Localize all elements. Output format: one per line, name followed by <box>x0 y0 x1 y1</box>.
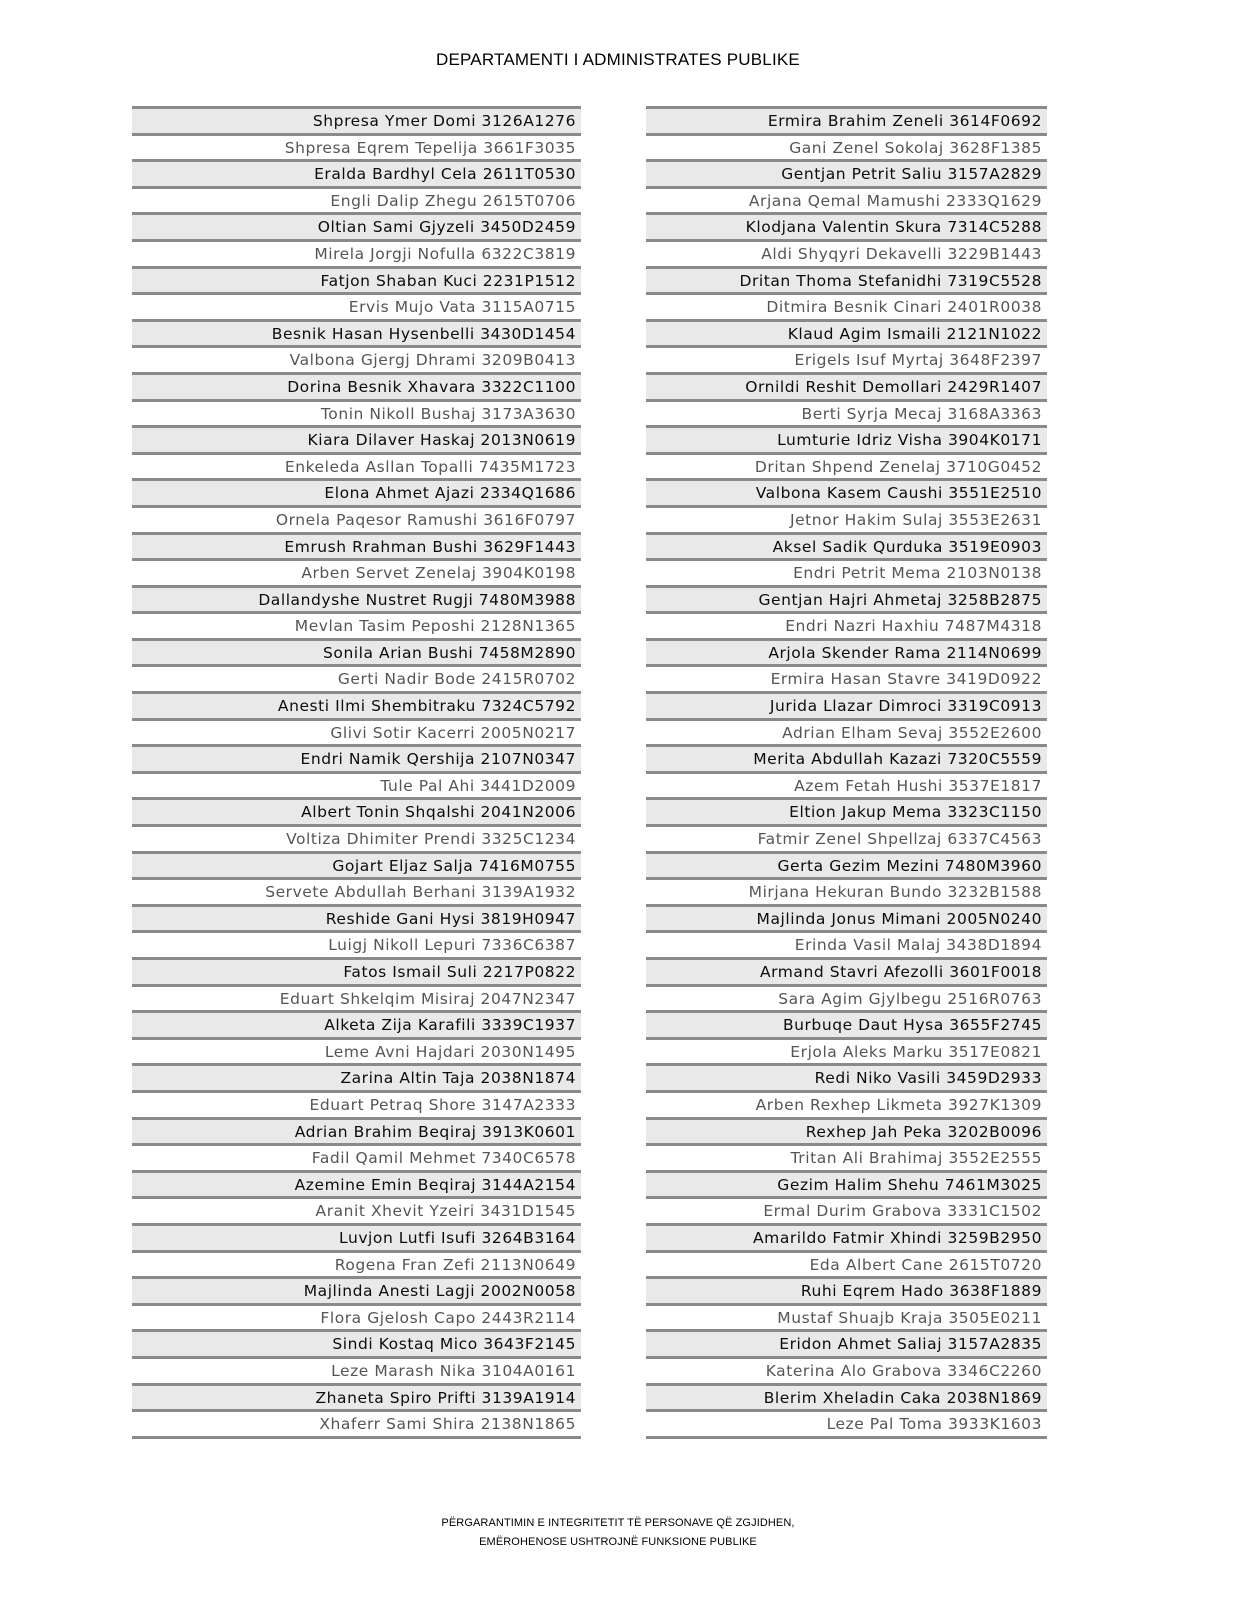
right-list-body <box>646 106 1047 1439</box>
list-item: Endri Namik Qershija 2107N0347 <box>132 747 581 774</box>
list-item: Tonin Nikoll Bushaj 3173A3630 <box>132 402 581 429</box>
list-item: Gentjan Hajri Ahmetaj 3258B2875 <box>646 588 1047 615</box>
list-item: Gezim Halim Shehu 7461M3025 <box>646 1173 1047 1200</box>
list-item: Shpresa Ymer Domi 3126A1276 <box>132 109 581 136</box>
list-item: Eduart Shkelqim Misiraj 2047N2347 <box>132 987 581 1014</box>
list-item: Arben Servet Zenelaj 3904K0198 <box>132 561 581 588</box>
list-item: Anesti Ilmi Shembitraku 7324C5792 <box>132 694 581 721</box>
list-item: Sindi Kostaq Mico 3643F2145 <box>132 1332 581 1359</box>
list-item: Eltion Jakup Mema 3323C1150 <box>646 800 1047 827</box>
list-item: Gerti Nadir Bode 2415R0702 <box>132 667 581 694</box>
list-item: Fatos Ismail Suli 2217P0822 <box>132 960 581 987</box>
list-item: Voltiza Dhimiter Prendi 3325C1234 <box>132 827 581 854</box>
list-item: Azemine Emin Beqiraj 3144A2154 <box>132 1173 581 1200</box>
list-item: Ermal Durim Grabova 3331C1502 <box>646 1199 1047 1226</box>
list-item: Fadil Qamil Mehmet 7340C6578 <box>132 1146 581 1173</box>
list-item: Ermira Brahim Zeneli 3614F0692 <box>646 109 1047 136</box>
list-item: Jetnor Hakim Sulaj 3553E2631 <box>646 508 1047 535</box>
list-item: Valbona Kasem Caushi 3551E2510 <box>646 481 1047 508</box>
list-item: Azem Fetah Hushi 3537E1817 <box>646 774 1047 801</box>
list-item: Redi Niko Vasili 3459D2933 <box>646 1066 1047 1093</box>
list-item: Gojart Eljaz Salja 7416M0755 <box>132 854 581 881</box>
list-item: Adrian Brahim Beqiraj 3913K0601 <box>132 1120 581 1147</box>
list-item: Berti Syrja Mecaj 3168A3363 <box>646 402 1047 429</box>
list-item: Blerim Xheladin Caka 2038N1869 <box>646 1386 1047 1413</box>
list-item: Glivi Sotir Kacerri 2005N0217 <box>132 721 581 748</box>
list-item: Tritan Ali Brahimaj 3552E2555 <box>646 1146 1047 1173</box>
list-item: Fatjon Shaban Kuci 2231P1512 <box>132 269 581 296</box>
list-item: Aksel Sadik Qurduka 3519E0903 <box>646 535 1047 562</box>
list-item: Ruhi Eqrem Hado 3638F1889 <box>646 1279 1047 1306</box>
list-item: Rogena Fran Zefi 2113N0649 <box>132 1253 581 1280</box>
list-item: Erinda Vasil Malaj 3438D1894 <box>646 933 1047 960</box>
list-item: Ervis Mujo Vata 3115A0715 <box>132 295 581 322</box>
list-item: Arben Rexhep Likmeta 3927K1309 <box>646 1093 1047 1120</box>
list-item: Aldi Shyqyri Dekavelli 3229B1443 <box>646 242 1047 269</box>
list-item: Katerina Alo Grabova 3346C2260 <box>646 1359 1047 1386</box>
right-name-list <box>646 106 1047 1439</box>
list-item: Valbona Gjergj Dhrami 3209B0413 <box>132 348 581 375</box>
list-item: Kiara Dilaver Haskaj 2013N0619 <box>132 428 581 455</box>
footer-line-1: PËRGARANTIMIN E INTEGRITETIT TË PERSONAVE QË ZGJIDHEN, <box>441 1517 795 1529</box>
list-item: Mustaf Shuajb Kraja 3505E0211 <box>646 1306 1047 1333</box>
list-item: Ornildi Reshit Demollari 2429R1407 <box>646 375 1047 402</box>
list-item: Elona Ahmet Ajazi 2334Q1686 <box>132 481 581 508</box>
list-item: Shpresa Eqrem Tepelija 3661F3035 <box>132 136 581 163</box>
list-item: Ermira Hasan Stavre 3419D0922 <box>646 667 1047 694</box>
list-item: Erjola Aleks Marku 3517E0821 <box>646 1040 1047 1067</box>
list-item: Dallandyshe Nustret Rugji 7480M3988 <box>132 588 581 615</box>
list-item: Eralda Bardhyl Cela 2611T0530 <box>132 162 581 189</box>
list-item: Eda Albert Cane 2615T0720 <box>646 1253 1047 1280</box>
list-item: Dritan Thoma Stefanidhi 7319C5528 <box>646 269 1047 296</box>
list-item: Lumturie Idriz Visha 3904K0171 <box>646 428 1047 455</box>
list-item: Jurida Llazar Dimroci 3319C0913 <box>646 694 1047 721</box>
list-item: Eridon Ahmet Saliaj 3157A2835 <box>646 1332 1047 1359</box>
list-item: Oltian Sami Gjyzeli 3450D2459 <box>132 215 581 242</box>
list-item: Armand Stavri Afezolli 3601F0018 <box>646 960 1047 987</box>
left-name-list <box>132 106 581 1439</box>
list-item: Rexhep Jah Peka 3202B0096 <box>646 1120 1047 1147</box>
list-item: Amarildo Fatmir Xhindi 3259B2950 <box>646 1226 1047 1253</box>
list-item: Majlinda Anesti Lagji 2002N0058 <box>132 1279 581 1306</box>
list-item: Adrian Elham Sevaj 3552E2600 <box>646 721 1047 748</box>
list-item: Flora Gjelosh Capo 2443R2114 <box>132 1306 581 1333</box>
list-item: Ditmira Besnik Cinari 2401R0038 <box>646 295 1047 322</box>
list-item: Klaud Agim Ismaili 2121N1022 <box>646 322 1047 349</box>
list-item: Endri Nazri Haxhiu 7487M4318 <box>646 614 1047 641</box>
list-item: Dorina Besnik Xhavara 3322C1100 <box>132 375 581 402</box>
list-item: Aranit Xhevit Yzeiri 3431D1545 <box>132 1199 581 1226</box>
list-item: Enkeleda Asllan Topalli 7435M1723 <box>132 455 581 482</box>
list-item: Dritan Shpend Zenelaj 3710G0452 <box>646 455 1047 482</box>
list-item: Servete Abdullah Berhani 3139A1932 <box>132 880 581 907</box>
list-item: Erigels Isuf Myrtaj 3648F2397 <box>646 348 1047 375</box>
list-item: Sara Agim Gjylbegu 2516R0763 <box>646 987 1047 1014</box>
list-item: Sonila Arian Bushi 7458M2890 <box>132 641 581 668</box>
list-item: Arjola Skender Rama 2114N0699 <box>646 641 1047 668</box>
list-item: Mirela Jorgji Nofulla 6322C3819 <box>132 242 581 269</box>
list-item: Merita Abdullah Kazazi 7320C5559 <box>646 747 1047 774</box>
list-item: Albert Tonin Shqalshi 2041N2006 <box>132 800 581 827</box>
list-item: Xhaferr Sami Shira 2138N1865 <box>132 1412 581 1439</box>
list-item: Mirjana Hekuran Bundo 3232B1588 <box>646 880 1047 907</box>
list-item: Luigj Nikoll Lepuri 7336C6387 <box>132 933 581 960</box>
list-item: Tule Pal Ahi 3441D2009 <box>132 774 581 801</box>
list-item: Gerta Gezim Mezini 7480M3960 <box>646 854 1047 881</box>
list-item: Burbuqe Daut Hysa 3655F2745 <box>646 1013 1047 1040</box>
list-item: Engli Dalip Zhegu 2615T0706 <box>132 189 581 216</box>
list-item: Eduart Petraq Shore 3147A2333 <box>132 1093 581 1120</box>
list-item: Endri Petrit Mema 2103N0138 <box>646 561 1047 588</box>
list-item: Arjana Qemal Mamushi 2333Q1629 <box>646 189 1047 216</box>
page-title: DEPARTAMENTI I ADMINISTRATES PUBLIKE <box>436 50 800 69</box>
list-item: Reshide Gani Hysi 3819H0947 <box>132 907 581 934</box>
list-item: Emrush Rrahman Bushi 3629F1443 <box>132 535 581 562</box>
list-item: Alketa Zija Karafili 3339C1937 <box>132 1013 581 1040</box>
list-item: Zarina Altin Taja 2038N1874 <box>132 1066 581 1093</box>
list-item: Mevlan Tasim Peposhi 2128N1365 <box>132 614 581 641</box>
left-list-body <box>132 106 581 1439</box>
list-item: Gani Zenel Sokolaj 3628F1385 <box>646 136 1047 163</box>
list-item: Leme Avni Hajdari 2030N1495 <box>132 1040 581 1067</box>
list-item: Majlinda Jonus Mimani 2005N0240 <box>646 907 1047 934</box>
list-item: Ornela Paqesor Ramushi 3616F0797 <box>132 508 581 535</box>
footer-line-2: EMËROHENOSE USHTROJNË FUNKSIONE PUBLIKE <box>479 1536 757 1548</box>
list-item: Zhaneta Spiro Prifti 3139A1914 <box>132 1386 581 1413</box>
list-item: Besnik Hasan Hysenbelli 3430D1454 <box>132 322 581 349</box>
list-item: Leze Pal Toma 3933K1603 <box>646 1412 1047 1439</box>
list-item: Leze Marash Nika 3104A0161 <box>132 1359 581 1386</box>
list-item: Gentjan Petrit Saliu 3157A2829 <box>646 162 1047 189</box>
list-item: Klodjana Valentin Skura 7314C5288 <box>646 215 1047 242</box>
list-item: Fatmir Zenel Shpellzaj 6337C4563 <box>646 827 1047 854</box>
list-item: Luvjon Lutfi Isufi 3264B3164 <box>132 1226 581 1253</box>
footer <box>0 1514 1236 1552</box>
